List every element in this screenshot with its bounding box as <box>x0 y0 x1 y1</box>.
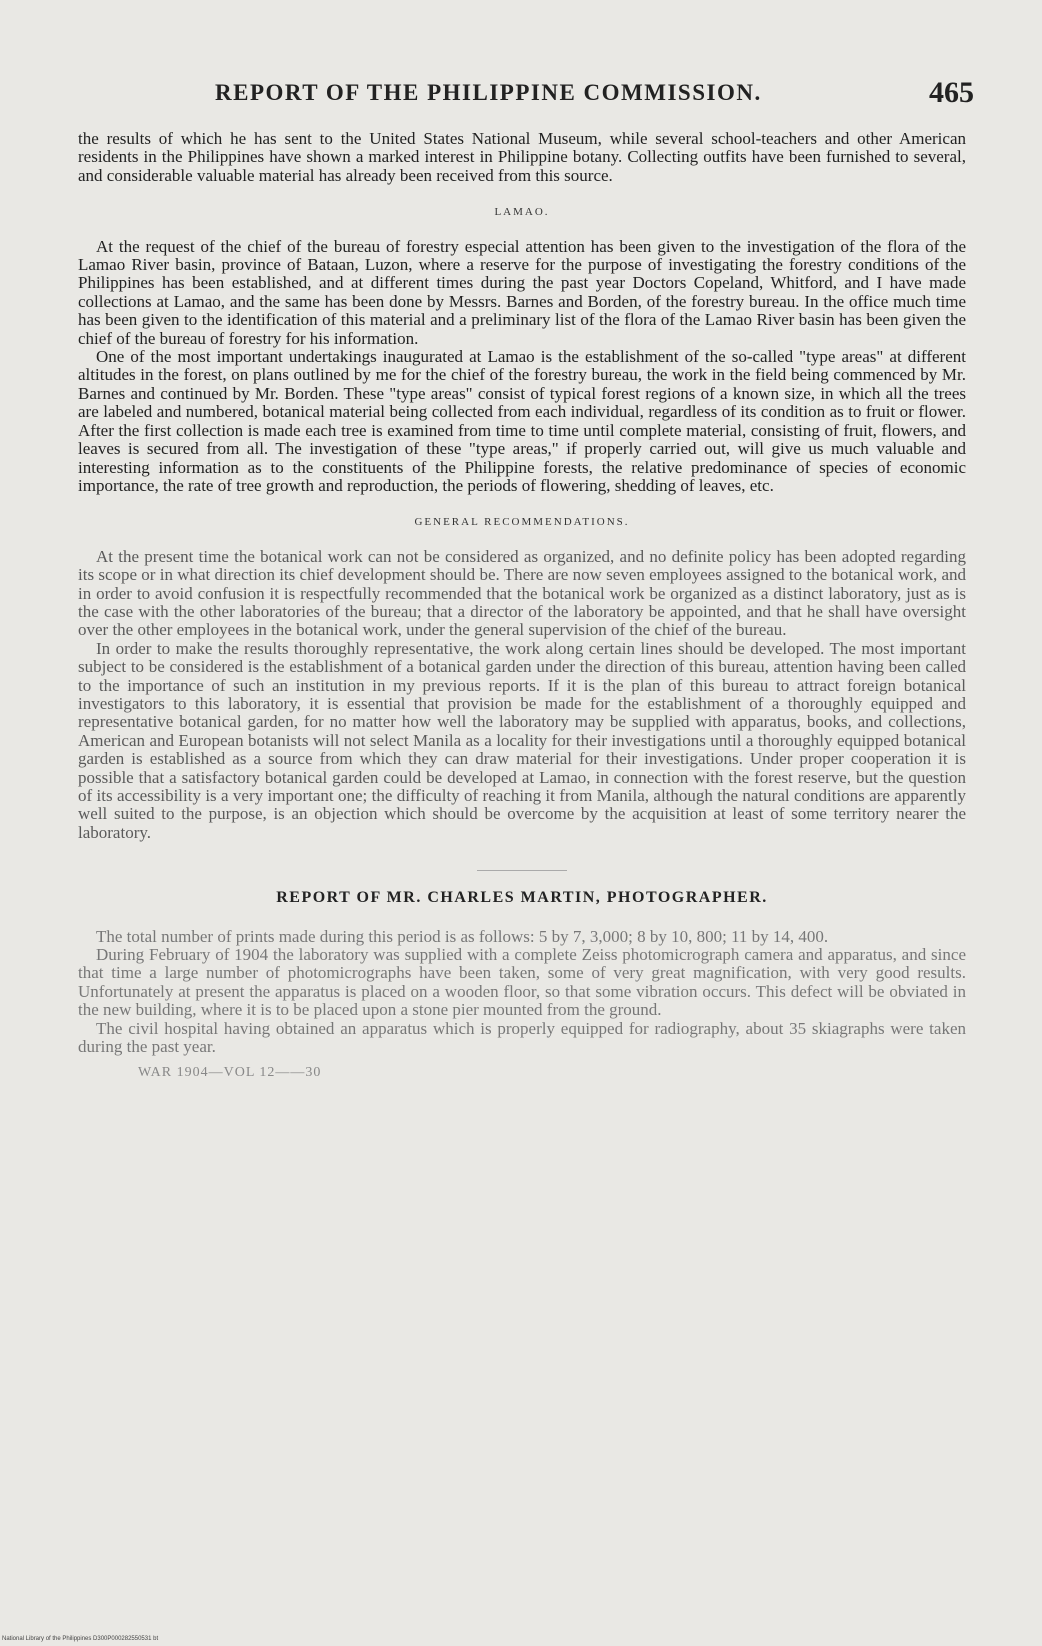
section-divider <box>477 870 567 871</box>
footer-signature: WAR 1904—VOL 12——30 <box>138 1065 322 1081</box>
paragraph-lamao-1: At the request of the chief of the bureau of forestry especial attention has been given to the investigation of the flora of the Lamao River basin, province of Bataan, Luzon, where a reserve for the purpose of investigating the forestry conditions of the Philippines has been established, and at different times during the past year Doctors Copeland, Whitford, and I have made collections at Lamao, and the same has been done by Messrs. Barnes and Borden, of the forestry bureau. In the office much time has been given to the identification of this material and a preliminary list of the flora of the Lamao River basin has been given the chief of the bureau of forestry for his information. <box>78 236 966 348</box>
paragraph-continued: the results of which he has sent to the United States National Museum, while several school-teachers and other American residents in the Philippines have shown a marked interest in Philippine botany. Collecting outfits have been furnished to several, and considerable valuable material has already been received from this source. <box>78 129 966 185</box>
paragraph-photographer-1: The total number of prints made during this period is as follows: 5 by 7, 3,000; 8 by 10, 800; 11 by 14, 400. <box>96 926 829 946</box>
paragraph-photographer-2: During February of 1904 the laboratory was supplied with a complete Zeiss photomicrograph camera and apparatus, and since that time a large number of photomicrographs have been taken, some of very great magnification, with very good results. Unfortunately at present the apparatus is placed on a wooden floor, so that some vibration occurs. This defect will be obviated in the new building, where it is to be placed upon a stone pier mounted from the ground. <box>78 945 966 1020</box>
library-imprint: National Library of the Philippines D300P000282550531 bt <box>2 1636 159 1642</box>
paragraph-photographer-3: The civil hospital having obtained an apparatus which is properly equipped for radiography, about 35 skiagraphs were taken during the past year. <box>78 1018 966 1057</box>
body-text <box>78 130 966 1083</box>
paragraph-general-1: At the present time the botanical work can not be considered as organized, and no definite policy has been adopted regarding its scope or in what direction its chief development should be. There are now seven employees assigned to the botanical work, and in order to avoid confusion it is respectfully recommended that the botanical work be organized as a distinct laboratory, just as is the case with the other laboratories of the bureau; that a director of the laboratory be appointed, and that he shall have oversight over the other employees in the botanical work, under the general supervision of the chief of the bureau. <box>78 546 966 640</box>
section-heading-lamao: LAMAO. <box>494 206 550 219</box>
paragraph-general-2: In order to make the results thoroughly representative, the work along certain lines should be developed. The most important subject to be considered is the establishment of a botanical garden under the direction of this bureau, attention having been called to the importance of such an institution in my previous reports. If it is the plan of this bureau to attract foreign botanical investigators to this laboratory, it is essential that provision be made for the establishment of a thoroughly equipped and representative botanical garden, for no matter how well the laboratory may be supplied with apparatus, books, and collections, American and European botanists will not select Manila as a locality for their investigations until a thoroughly equipped botanical garden is established as a source from which they can draw material for their investigations. Under proper cooperation it is possible that a satisfactory botanical garden could be developed at Lamao, in connection with the forest reserve, but the question of its accessibility is a very important one; the difficulty of reaching it from Manila, although the natural conditions are apparently well suited to the purpose, is an objection which should be overcome by the acquisition at least of some territory nearer the laboratory. <box>78 638 966 842</box>
running-head: REPORT OF THE PHILIPPINE COMMISSION. <box>215 80 762 105</box>
section-heading-photographer: REPORT OF MR. CHARLES MARTIN, PHOTOGRAPHER. <box>276 889 768 907</box>
paragraph-lamao-2: One of the most important undertakings inaugurated at Lamao is the establishment of the so-called "type areas" at different altitudes in the forest, on plans outlined by me for the chief of the forestry bureau, the work in the field being commenced by Mr. Barnes and continued by Mr. Borden. These "type areas" consist of typical forest regions of a known size, in which all the trees are labeled and numbered, botanical material being collected from each individual, regardless of its condition as to fruit or flower. After the first collection is made each tree is examined from time to time until complete material, consisting of fruit, flowers, and leaves is secured from all. The investigation of these "type areas," if properly carried out, will give us much valuable and interesting information as to the constituents of the Philippine forests, the relative predominance of species of economic importance, the rate of tree growth and reproduction, the periods of flowering, shedding of leaves, etc. <box>78 347 966 495</box>
section-heading-general-recommendations: GENERAL RECOMMENDATIONS. <box>414 516 630 529</box>
page-number: 465 <box>929 76 974 109</box>
